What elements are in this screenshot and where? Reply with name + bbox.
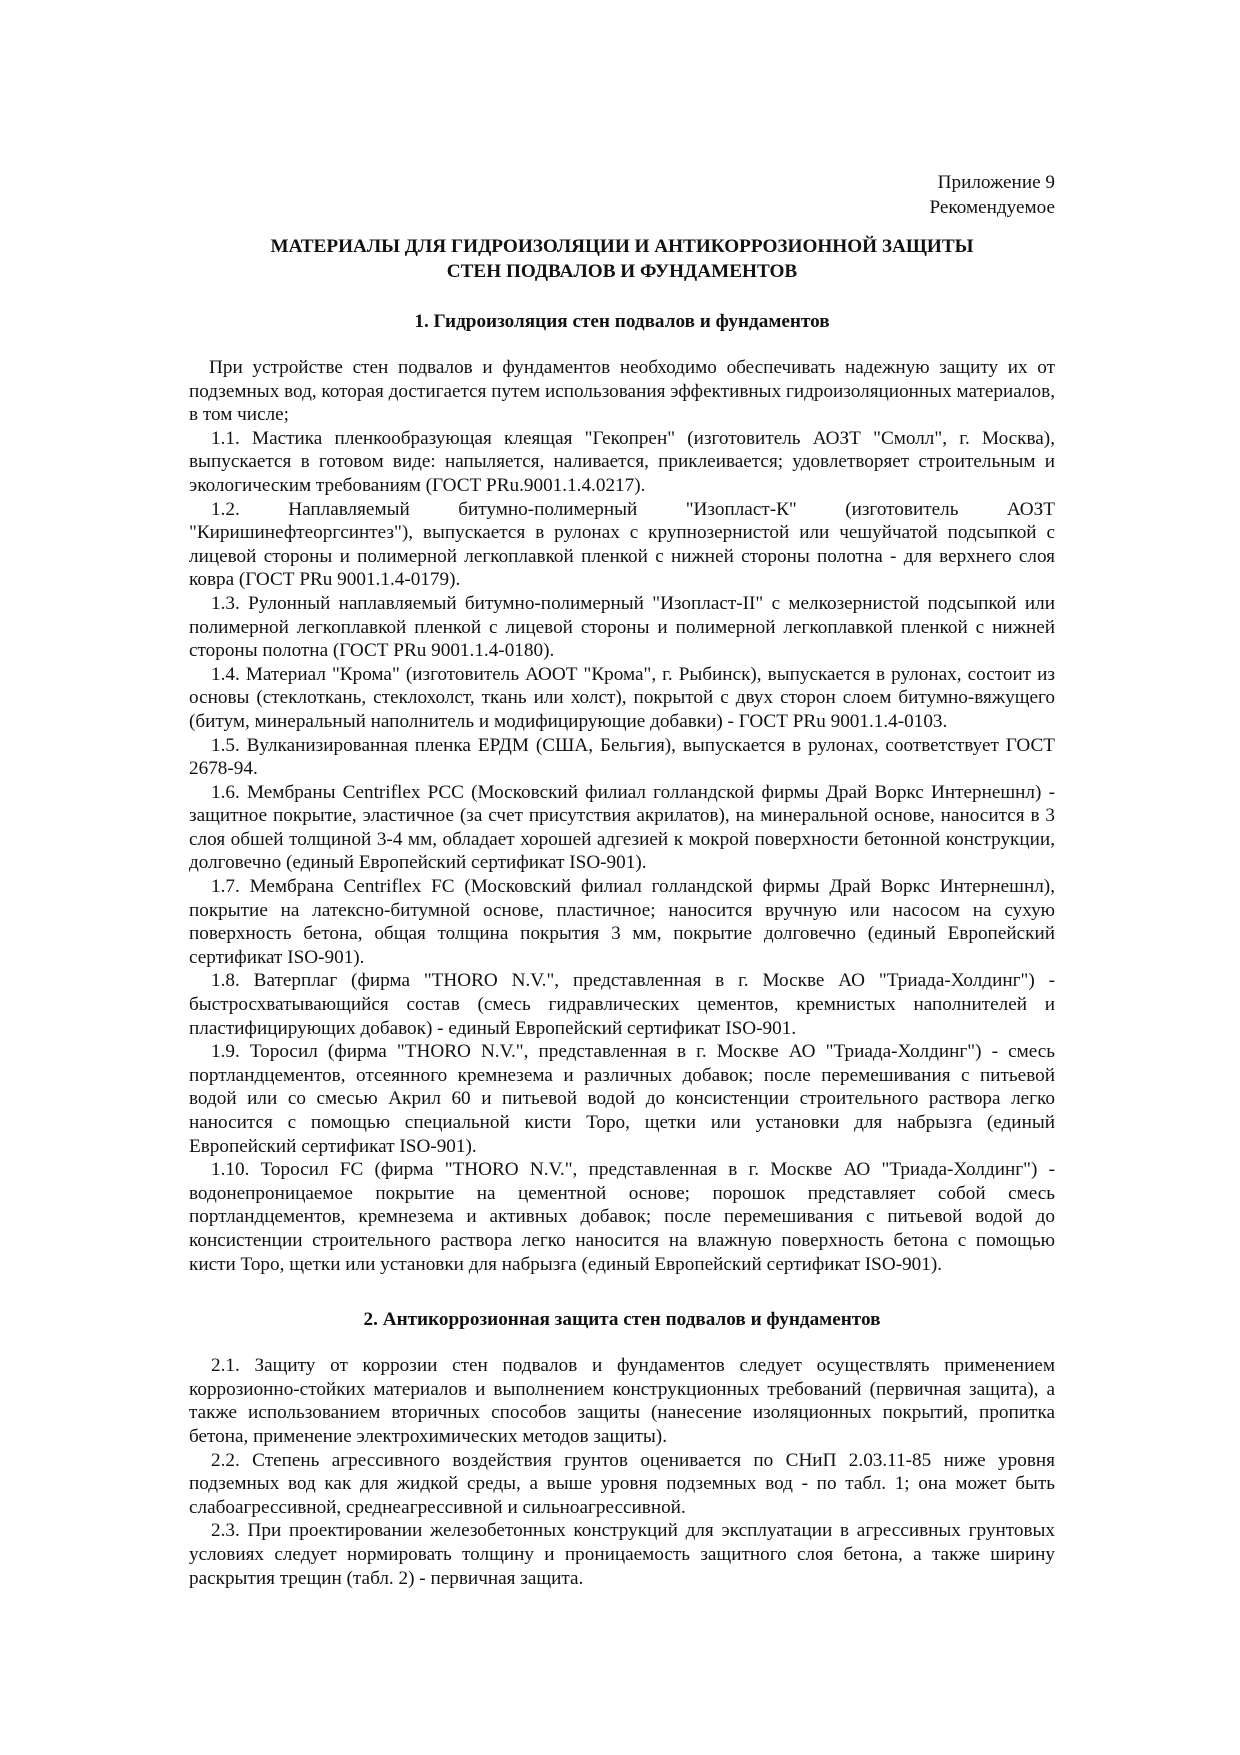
section-1-intro: При устройстве стен подвалов и фундаментов необходимо обеспечивать надежную защиту их от подземных вод, которая достигается путем использования эффективных гидроизоляционных материалов, в том числе; [189,357,1055,426]
section-2-heading: 2. Антикоррозионная защита стен подвалов и фундаментов [363,1309,881,1331]
paragraph-1-6: 1.6. Мембраны Centriflex PCC (Московский филиал голландской фирмы Драй Воркс Интернешнл) - защитное покрытие, эластичное (за счет присутствия акрилатов), на минеральной основе, наносится в 3 слоя обшей толщиной 3-4 мм, обладает хорошей адгезией к мокрой поверхности бетонной конструкции, долговечно (единый Европейский сертификат ISO-901). [189,781,1055,874]
title-line-2: СТЕН ПОДВАЛОВ И ФУНДАМЕНТОВ [446,261,798,282]
paragraph-2-3: 2.3. При проектировании железобетонных конструкций для эксплуатации в агрессивных грунтовых условиях следует нормировать толщину и проницаемость защитного слоя бетона, а также ширину раскрытия трещин (табл. 2) - первичная защита. [189,1520,1055,1589]
appendix-label [189,170,1055,220]
document-title [189,234,1055,284]
paragraph-1-3: 1.3. Рулонный наплавляемый битумно-полимерный "Изопласт-II" с мелкозернистой подсыпкой или полимерной легкоплавкой пленкой с лицевой стороны и полимерной легкоплавкой пленкой с нижней стороны полотна (ГОСТ PRu 9001.1.4-0180). [189,592,1055,662]
paragraph-1-5: 1.5. Вулканизированная пленка ЕРДМ (США, Бельгия), выпускается в рулонах, соответствует ГОСТ 2678-94. [189,734,1055,780]
paragraph-1-9: 1.9. Торосил (фирма "THORO N.V.", представленная в г. Москве АО "Триада-Холдинг") - смесь портландцементов, отсеянного кремнезема и различных добавок; после перемешивания с питьевой водой или со смесью Акрил 60 и питьевой водой до консистенции строительного раствора легко наносится с помощью специальной кисти Торо, щетки или установки для набрызга (единый Европейский сертификат ISO-901). [189,1041,1055,1157]
paragraph-1-7: 1.7. Мембрана Centriflex FC (Московский филиал голландской фирмы Драй Воркс Интернешнл), покрытие на латексно-битумной основе, пластичное; наносится вручную или насосом на сухую поверхность бетона, общая толщина покрытия 3 мм, покрытие долговечно (единый Европейский сертификат ISO-901). [189,876,1055,968]
appendix-number: Приложение 9 [937,172,1055,193]
appendix-status: Рекомендуемое [929,197,1055,218]
section-1-heading: 1. Гидроизоляция стен подвалов и фундаментов [414,311,830,332]
paragraph-1-10: 1.10. Торосил FC (фирма "THORO N.V.", представленная в г. Москве АО "Триада-Холдинг") - водонепроницаемое покрытие на цементной основе; порошок представляет собой смесь портландцементов, кремнезема и активных добавок; после перемешивания с питьевой водой до консистенции строительного раствора легко наносится на влажную поверхность бетона с помощью кисти Торо, щетки или установки для набрызга (единый Европейский сертификат ISO-901). [189,1159,1055,1275]
paragraph-1-4: 1.4. Материал "Крома" (изготовитель АООТ "Крома", г. Рыбинск), выпускается в рулонах, состоит из основы (стеклоткань, стеклохолст, ткань или холст), покрытой с двух сторон слоем битумно-вяжущего (битум, минеральный наполнитель и модифицирующие добавки) - ГОСТ PRu 9001.1.4-0103. [189,663,1055,732]
title-line-1: МАТЕРИАЛЫ ДЛЯ ГИДРОИЗОЛЯЦИИ И АНТИКОРРОЗИОННОЙ ЗАЩИТЫ [270,236,974,257]
paragraph-2-2: 2.2. Степень агрессивного воздействия грунтов оценивается по СНиП 2.03.11-85 ниже уровня подземных вод как для жидкой среды, а выше уровня подземных вод - по табл. 1; она может быть слабоагрессивной, среднеагрессивной и сильноагрессивной. [189,1449,1055,1518]
paragraph-1-8: 1.8. Ватерплаг (фирма "THORO N.V.", представленная в г. Москве АО "Триада-Холдинг") - быстросхватывающийся состав (смесь гидравлических цементов, кремнистых наполнителей и пластифицирующих добавок) - единый Европейский сертификат ISO-901. [189,970,1055,1039]
paragraph-1-1: 1.1. Мастика пленкообразующая клеящая "Гекопрен" (изготовитель АОЗТ "Смолл", г. Москва), выпускается в готовом виде: напыляется, наливается, приклеивается; удовлетворяет строительным и экологическим требованиям (ГОСТ PRu.9001.1.4.0217). [189,427,1055,496]
paragraph-1-2: 1.2. Наплавляемый битумно-полимерный "Изопласт-К" (изготовитель АОЗТ "Киришинефтеоргсинтез"), выпускается в рулонах с крупнозернистой или чешуйчатой подсыпкой с лицевой стороны и полимерной легкоплавкой пленкой с нижней стороны полотна - для верхнего слоя ковра (ГОСТ PRu 9001.1.4-0179). [189,498,1055,591]
paragraph-2-1: 2.1. Защиту от коррозии стен подвалов и фундаментов следует осуществлять применением коррозионно-стойких материалов и выполнением конструкционных требований (первичная защита), а также использованием вторичных способов защиты (нанесение изоляционных покрытий, пропитка бетона, применение электрохимических методов защиты). [189,1355,1055,1447]
document-page [189,170,1055,1590]
